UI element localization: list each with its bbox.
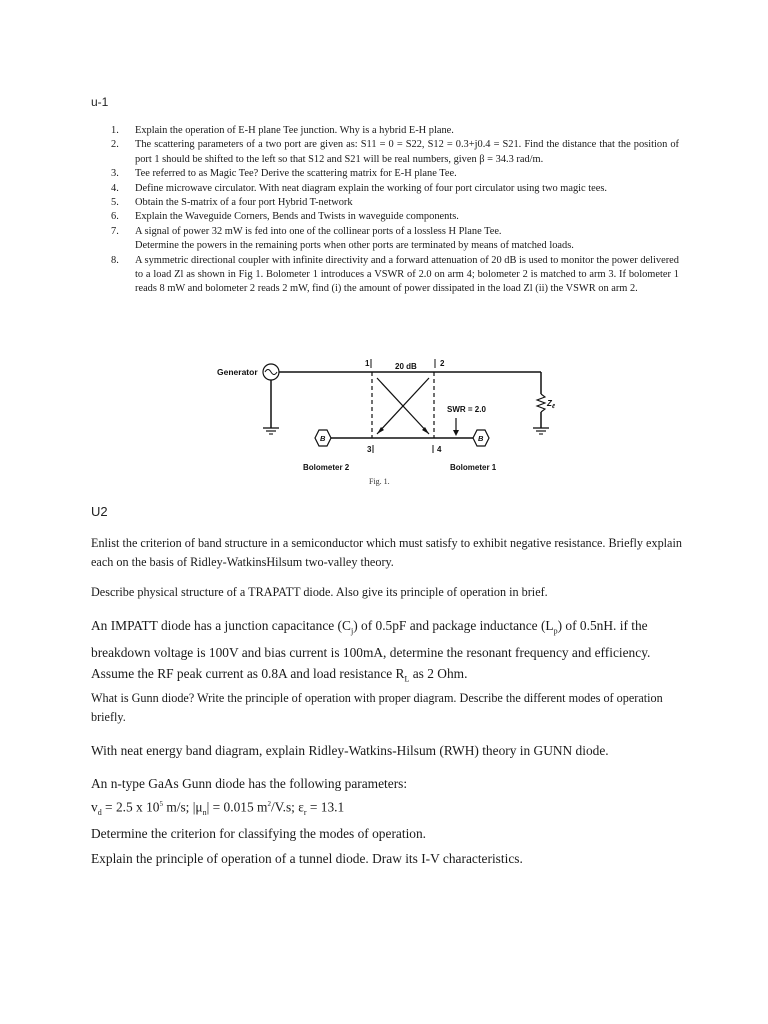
- swr-label: SWR = 2.0: [447, 405, 486, 414]
- unit1-question-list: [91, 124, 679, 297]
- unit2-question-5: With neat energy band diagram, explain Ridley-Watkins-Hilsum (RWH) theory in GUNN diode.: [91, 743, 609, 758]
- question-text: Explain the Waveguide Corners, Bends and Twists in waveguide components.: [135, 211, 459, 223]
- gunn-parameters-values: $v_d = 2.5$ x $10^5$ m/s; $|\mu_n| = 0.015$ $m^2/V.s$; $\varepsilon_r = 13.1$: [91, 799, 345, 818]
- port1-label: 1: [365, 359, 370, 368]
- unit2-question-1: Enlist the criterion of band structure in a semiconductor which must satisfy to exhibit negative resistance. Briefly explain each on the basis of Ridley-WatkinsHilsum two-valley theory.: [91, 536, 682, 569]
- port2-label: 2: [440, 359, 445, 368]
- question-6: [91, 210, 679, 224]
- question-text: Obtain the S-matrix of a four port Hybrid T-network: [135, 197, 353, 209]
- unit1-heading: u-1: [91, 95, 109, 109]
- question-4: [91, 182, 679, 196]
- port4-label: 4: [437, 445, 442, 454]
- unit2-question-4: What is Gunn diode? Write the principle of operation with proper diagram. Describe the different modes of operation briefly.: [91, 691, 663, 724]
- load-resistor-icon: [537, 394, 545, 412]
- question-text: The scattering parameters of a two port are given as: S11 = 0 = S22, S12 = 0.3+j0.4 = S21. Find the distance that the position of port 1 should be shifted to the left so that S12 and S21 will be real numbers, given β = 34.3 rad/m.: [135, 139, 679, 165]
- question-text: Define microwave circulator. With neat diagram explain the working of four port circulator using two magic tees.: [135, 182, 608, 194]
- question-number: 5.: [111, 197, 119, 209]
- bolometer1-label: Bolometer 1: [450, 463, 497, 472]
- unit2-question-2: Describe physical structure of a TRAPATT diode. Also give its principle of operation in brief.: [91, 585, 548, 599]
- question-text: A symmetric directional coupler with infinite directivity and a forward attenuation of 20 dB is used to monitor the power delivered to a load Zl as shown in Fig 1. Bolometer 1 introduces a VSWR of 2.0 on arm 4; bolometer 2 is matched to arm 3. If bolometer 1 reads 8 mW and bolometer 2 reads 2 mW, find (i) the amount of power dissipated in the load Zl (ii) the VSWR on arm 2.: [135, 254, 679, 295]
- question-number: 3.: [111, 168, 119, 180]
- question-number: 6.: [111, 211, 119, 223]
- question-text: Explain the operation of E-H plane Tee junction. Why is a hybrid E-H plane.: [135, 125, 454, 136]
- figure-caption: Fig. 1.: [369, 477, 390, 486]
- directional-coupler-figure: [215, 356, 555, 488]
- question-number: 2.: [111, 139, 119, 151]
- question-number: 4.: [111, 182, 119, 194]
- question-number: 8.: [111, 254, 119, 266]
- gunn-question-task: Determine the criterion for classifying the modes of operation.: [91, 826, 427, 842]
- bolometer2-label: Bolometer 2: [303, 463, 350, 472]
- unit2-heading: U2: [91, 504, 108, 519]
- question-text-continued: Determine the powers in the remaining ports when other ports are terminated by means of matched loads.: [135, 240, 574, 252]
- question-7: [91, 225, 679, 254]
- coupler-diagram: [215, 356, 555, 488]
- question-8: [91, 254, 679, 297]
- unit2-question-6: [91, 773, 691, 844]
- question-text: Tee referred to as Magic Tee? Derive the scattering matrix for E-H plane Tee.: [135, 168, 457, 180]
- attenuation-label: 20 dB: [395, 362, 417, 371]
- question-1: [91, 124, 679, 138]
- unit2-question-7: Explain the principle of operation of a tunnel diode. Draw its I-V characteristics.: [91, 851, 523, 866]
- question-3: [91, 167, 679, 181]
- question-5: [91, 196, 679, 210]
- question-number: 7.: [111, 225, 119, 237]
- question-text: A signal of power 32 mW is fed into one of the collinear ports of a lossless H Plane Tee.: [135, 225, 502, 237]
- bolometer2-symbol: B: [320, 434, 326, 443]
- gunn-parameters-intro: An n-type GaAs Gunn diode has the following parameters:: [91, 776, 408, 791]
- unit2-question-3: An IMPATT diode has a junction capacitance $(C_j)$ of 0.5pF and package inductance $(L_p)$ of 0.5nH. if the breakdown voltage is 100V and bias current is 100mA, determine the resonant frequency and efficiency. Assume the RF peak current as 0.8A and load resistance $R_L$ as 2 Ohm.: [91, 618, 651, 684]
- load-label: $Z_\ell$: [547, 399, 555, 410]
- question-number: 1.: [111, 125, 119, 136]
- question-2: [91, 138, 679, 167]
- bolometer1-symbol: B: [478, 434, 484, 443]
- port3-label: 3: [367, 445, 372, 454]
- generator-label: Generator: [217, 367, 258, 377]
